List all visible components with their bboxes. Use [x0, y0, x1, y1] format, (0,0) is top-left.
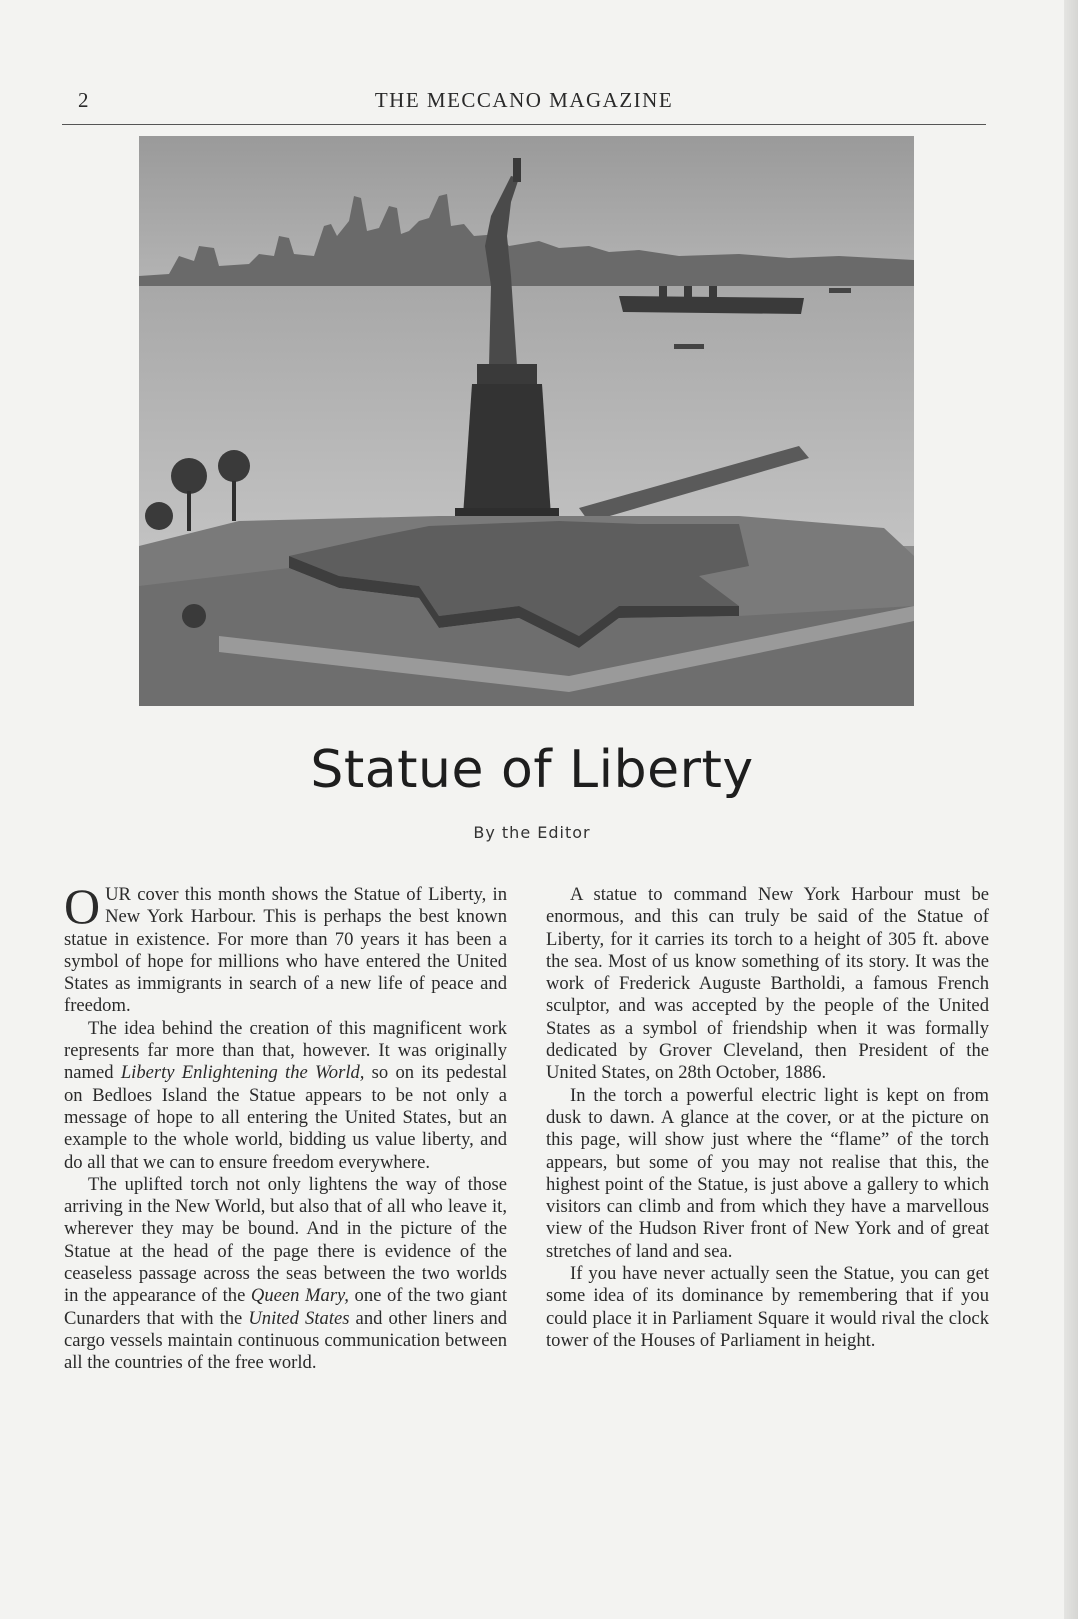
- page-header: [62, 88, 986, 118]
- italic-ship-name: United States: [248, 1307, 350, 1329]
- paragraph: In the torch a powerful electric light is kept on from dusk to dawn. A glance at the cover, or at the picture on this page, will show just where the “flame” of the torch appears, but some of you may not realise that this, the highest point of the Statue, is just above a gallery to which visitors can climb and from which they have a marvellous view of the Hudson River front of New York and of great stretches of land and sea.: [546, 1084, 989, 1262]
- italic-ship-name: Queen Mary,: [250, 1285, 349, 1307]
- page-edge: [1064, 0, 1078, 1619]
- paragraph: [64, 1174, 507, 1375]
- article-column-right: [546, 884, 989, 1352]
- paragraph-text: The idea behind the creation of this magnificent work represents far more than that, however. It was originally named: [64, 1017, 507, 1084]
- paragraph: [64, 878, 507, 1018]
- running-title: THE MECCANO MAGAZINE: [374, 88, 674, 112]
- paragraph-text: The uplifted torch not only lightens the way of those arriving in the New World, but also that of all who leave it, wherever they may be bound. And in the picture of the Statue at the head of the page there is evidence of the ceaseless passage across the seas between the two worlds in the appearance of the: [64, 1173, 507, 1307]
- article-title: Statue of Liberty: [310, 740, 754, 800]
- article-byline: By the Editor: [473, 823, 591, 842]
- statue-photo-illustration: [139, 136, 914, 706]
- statue-photo: [139, 136, 914, 706]
- page-number: 2: [78, 88, 90, 112]
- italic-title: Liberty Enlightening the World,: [120, 1062, 365, 1084]
- paragraph-text: so on its pedestal on Bedloes Island the Statue appears to be not only a message of hope to all entering the United States, but an example to the whole world, bidding us value liberty, and do all that we can to ensure freedom everywhere.: [64, 1062, 507, 1173]
- paragraph-text: and other liners and cargo vessels maintain continuous communication between all the countries of the free world.: [64, 1307, 507, 1374]
- paragraph: [64, 1018, 507, 1174]
- paragraph-text: UR cover this month shows the Statue of Liberty, in New York Harbour. This is perhaps the best known statue in existence. For more than 70 years it has been a symbol of hope for millions who have entered the United States as immigrants in search of a new life of peace and freedom.: [64, 884, 507, 1017]
- paragraph-text: one of the two giant Cunarders that with the: [64, 1285, 507, 1329]
- article-column-left: [64, 878, 507, 1375]
- header-rule: [62, 124, 986, 125]
- paragraph: If you have never actually seen the Statue, you can get some idea of its dominance by remembering that if you could place it in Parliament Square it would rival the clock tower of the Houses of Parliament in height.: [546, 1263, 989, 1351]
- drop-cap: O: [64, 878, 101, 934]
- paragraph: A statue to command New York Harbour must be enormous, and this can truly be said of the Statue of Liberty, for it carries its torch to a height of 305 ft. above the sea. Most of us know something of its story. It was the work of Frederick Auguste Bartholdi, a famous French sculptor, and was accepted by the people of the United States as a symbol of friendship when it was formally dedicated by Grover Cleveland, then President of the United States, on 28th October, 1886.: [546, 884, 989, 1084]
